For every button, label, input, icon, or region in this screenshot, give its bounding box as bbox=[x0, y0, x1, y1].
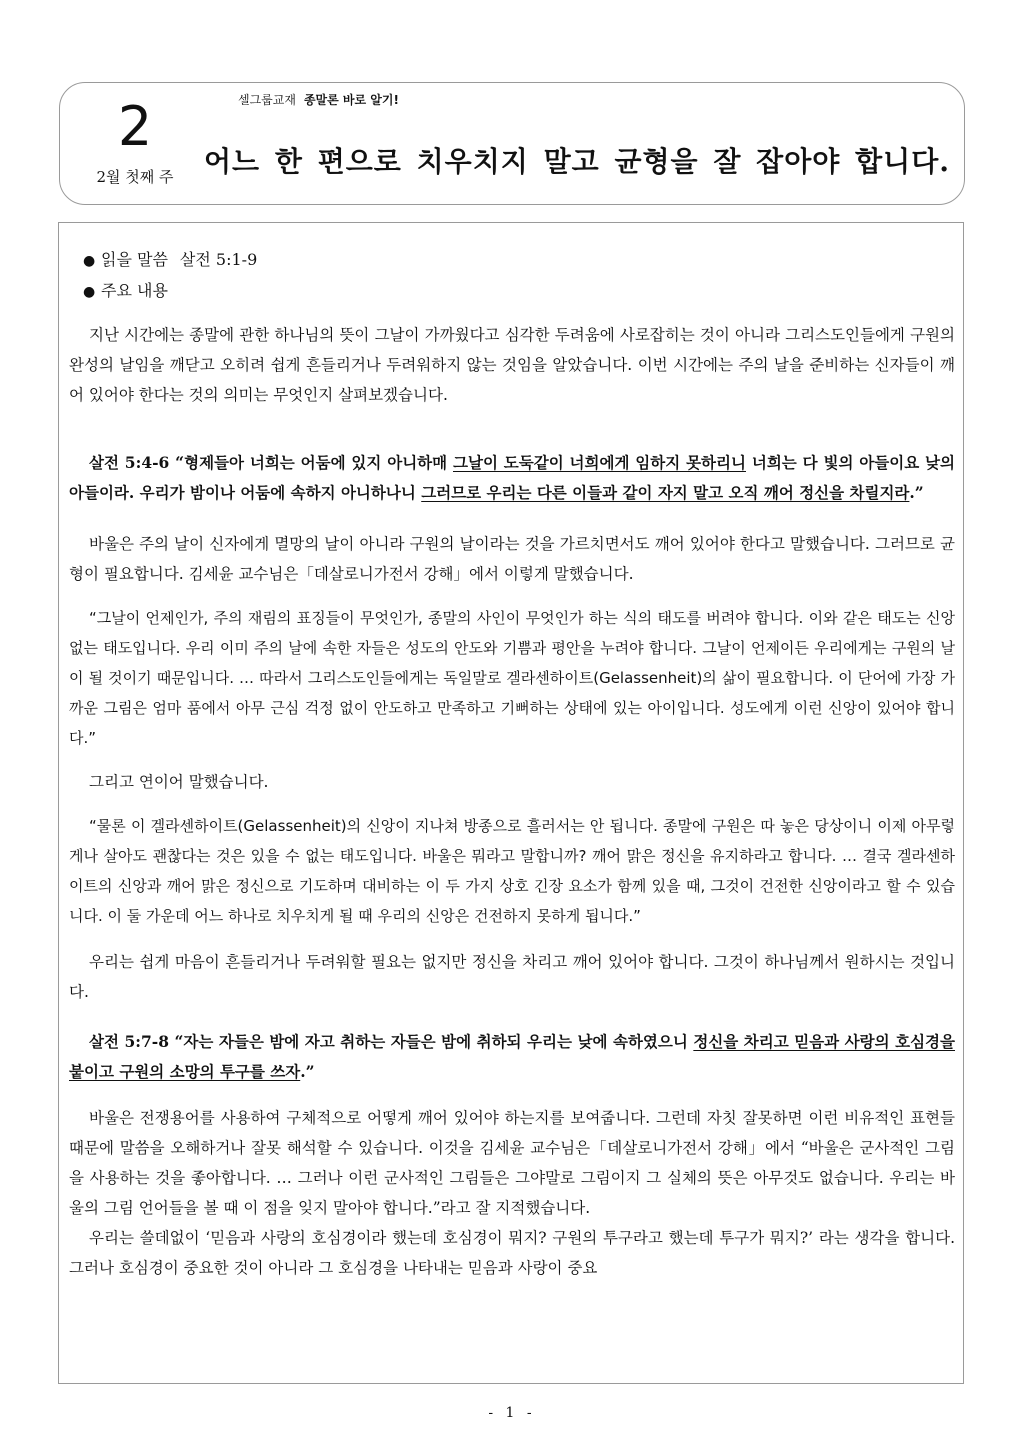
reading-bullet bbox=[69, 245, 955, 276]
reading-reference: 살전 5:1-9 bbox=[179, 250, 258, 269]
lesson-title: 어느 한 편으로 치우치지 말고 균형을 잘 잡아야 합니다. bbox=[204, 145, 950, 178]
summary-label: 주요 내용 bbox=[101, 281, 168, 300]
paragraph-2: 바울은 주의 날이 신자에게 멸망의 날이 아니라 구원의 날이라는 것을 가르치면서도 깨어 있어야 한다고 말했습니다. 그러므로 균형이 필요합니다. 김세윤 교수님은「데살로니가전서 강해」에서 이렇게 말했습니다. bbox=[69, 535, 955, 583]
verse-1-underline-1: 그날이 도둑같이 너희에게 임하지 못하리니 bbox=[453, 453, 746, 472]
intro-paragraph: 지난 시간에는 종말에 관한 하나님의 뜻이 그날이 가까웠다고 심각한 두려움에 사로잡히는 것이 아니라 그리스도인들에게 구원의 완성의 날임을 깨닫고 오히려 쉽게 흔들리거나 두려워하지 않는 것임을 알았습니다. 이번 시간에는 주의 날을 준비하는 신자들이 깨어 있어야 한다는 것의 의미는 무엇인지 살펴보겠습니다. bbox=[69, 326, 955, 404]
bullet-dot-icon: ● bbox=[83, 284, 96, 300]
verse-2-underline: 정신을 차리고 믿음과 사랑의 호심경을 붙이고 구원의 소망의 투구를 쓰자 bbox=[69, 1032, 955, 1081]
paragraph-3: 그리고 연이어 말했습니다. bbox=[89, 773, 269, 791]
verse-quote-1 bbox=[69, 448, 955, 508]
lesson-number: 2 bbox=[117, 95, 153, 158]
lesson-week: 2월 첫째 주 bbox=[96, 168, 174, 186]
paragraph-5: 바울은 전쟁용어를 사용하여 구체적으로 어떻게 깨어 있어야 하는지를 보여줍니다. 그런데 자칫 잘못하면 이런 비유적인 표현들 때문에 말씀을 오해하거나 잘못 해석할 수 있습니다. 이것을 김세윤 교수님은「데살로니가전서 강해」에서 “바울은 군사적인 그림을 사용하는 것을 좋아합니다. … 그러나 이런 군사적인 그림들은 그야말로 그림이지 그 실체의 뜻은 아무것도 없습니다. 우리는 바울의 그림 언어들을 볼 때 이 점을 잊지 말아야 합니다.”라고 잘 지적했습니다. bbox=[69, 1109, 955, 1217]
verse-1-part-c: 너희는 다 빛의 아들이요 낮의 아들이라. 우리가 밤이나 어둠에 속하지 아니하나니 bbox=[69, 453, 955, 502]
series-line bbox=[238, 91, 399, 109]
verse-1-part-e: .” bbox=[909, 483, 924, 502]
verse-quote-2 bbox=[69, 1027, 955, 1087]
series-title: 종말론 바로 알기! bbox=[303, 93, 399, 107]
verse-1-underline-2: 그러므로 우리는 다른 이들과 같이 자지 말고 오직 깨어 정신을 차릴지라 bbox=[421, 483, 910, 502]
verse-2-part-a: 살전 5:7-8 “자는 자들은 밤에 자고 취하는 자들은 밤에 취하되 우리는 낮에 속하였으니 bbox=[89, 1032, 694, 1051]
content-box bbox=[58, 222, 964, 1384]
reading-label: 읽을 말씀 bbox=[101, 250, 168, 269]
quote-2: “물론 이 겔라센하이트(Gelassenheit)의 신앙이 지나쳐 방종으로 흘러서는 안 됩니다. 종말에 구원은 따 놓은 당상이니 이제 아무렇게나 살아도 괜찮다는 것은 있을 수 없는 태도입니다. 바울은 뭐라고 말합니까? 깨어 맑은 정신을 유지하라고 합니다. … 결국 겔라센하이트의 신앙과 깨어 맑은 정신으로 기도하며 대비하는 이 두 가지 상호 긴장 요소가 함께 있을 때, 그것이 건전한 신앙이라고 할 수 있습니다. 이 둘 가운데 어느 하나로 치우치게 될 때 우리의 신앙은 건전하지 못하게 됩니다.” bbox=[69, 817, 955, 925]
summary-bullet bbox=[69, 276, 955, 307]
series-label: 셀그룹교재 bbox=[238, 93, 296, 107]
paragraph-4: 우리는 쉽게 마음이 흔들리거나 두려워할 필요는 없지만 정신을 차리고 깨어 있어야 합니다. 그것이 하나님께서 원하시는 것입니다. bbox=[69, 953, 955, 1001]
content-body bbox=[69, 245, 955, 1283]
paragraph-6: 우리는 쓸데없이 ‘믿음과 사랑의 호심경이라 했는데 호심경이 뭐지? 구원의 투구라고 했는데 투구가 뭐지?’ 라는 생각을 합니다. 그러나 호심경이 중요한 것이 아니라 그 호심경을 나타내는 믿음과 사랑이 중요 bbox=[69, 1229, 955, 1277]
page-number: - 1 - bbox=[488, 1405, 536, 1421]
verse-2-part-c: .” bbox=[300, 1062, 315, 1081]
quote-1: “그날이 언제인가, 주의 재림의 표징들이 무엇인가, 종말의 사인이 무엇인가 하는 식의 태도를 버려야 합니다. 이와 같은 태도는 신앙 없는 태도입니다. 우리 이미 주의 날에 속한 자들은 성도의 안도와 기쁨과 평안을 누려야 합니다. 그날이 언제이든 우리에게는 구원의 날이 될 것이기 때문입니다. … 따라서 그리스도인들에게는 독일말로 겔라센하이트(Gelassenheit)의 삶이 필요합니다. 이 단어에 가장 가까운 그림은 엄마 품에서 아무 근심 걱정 없이 안도하고 만족하고 기뻐하는 상태에 있는 아이입니다. 성도에게 이런 신앙이 있어야 합니다.” bbox=[69, 609, 955, 747]
verse-1-part-a: 살전 5:4-6 “형제들아 너희는 어둠에 있지 아니하매 bbox=[89, 453, 453, 472]
bullet-dot-icon: ● bbox=[83, 253, 96, 269]
